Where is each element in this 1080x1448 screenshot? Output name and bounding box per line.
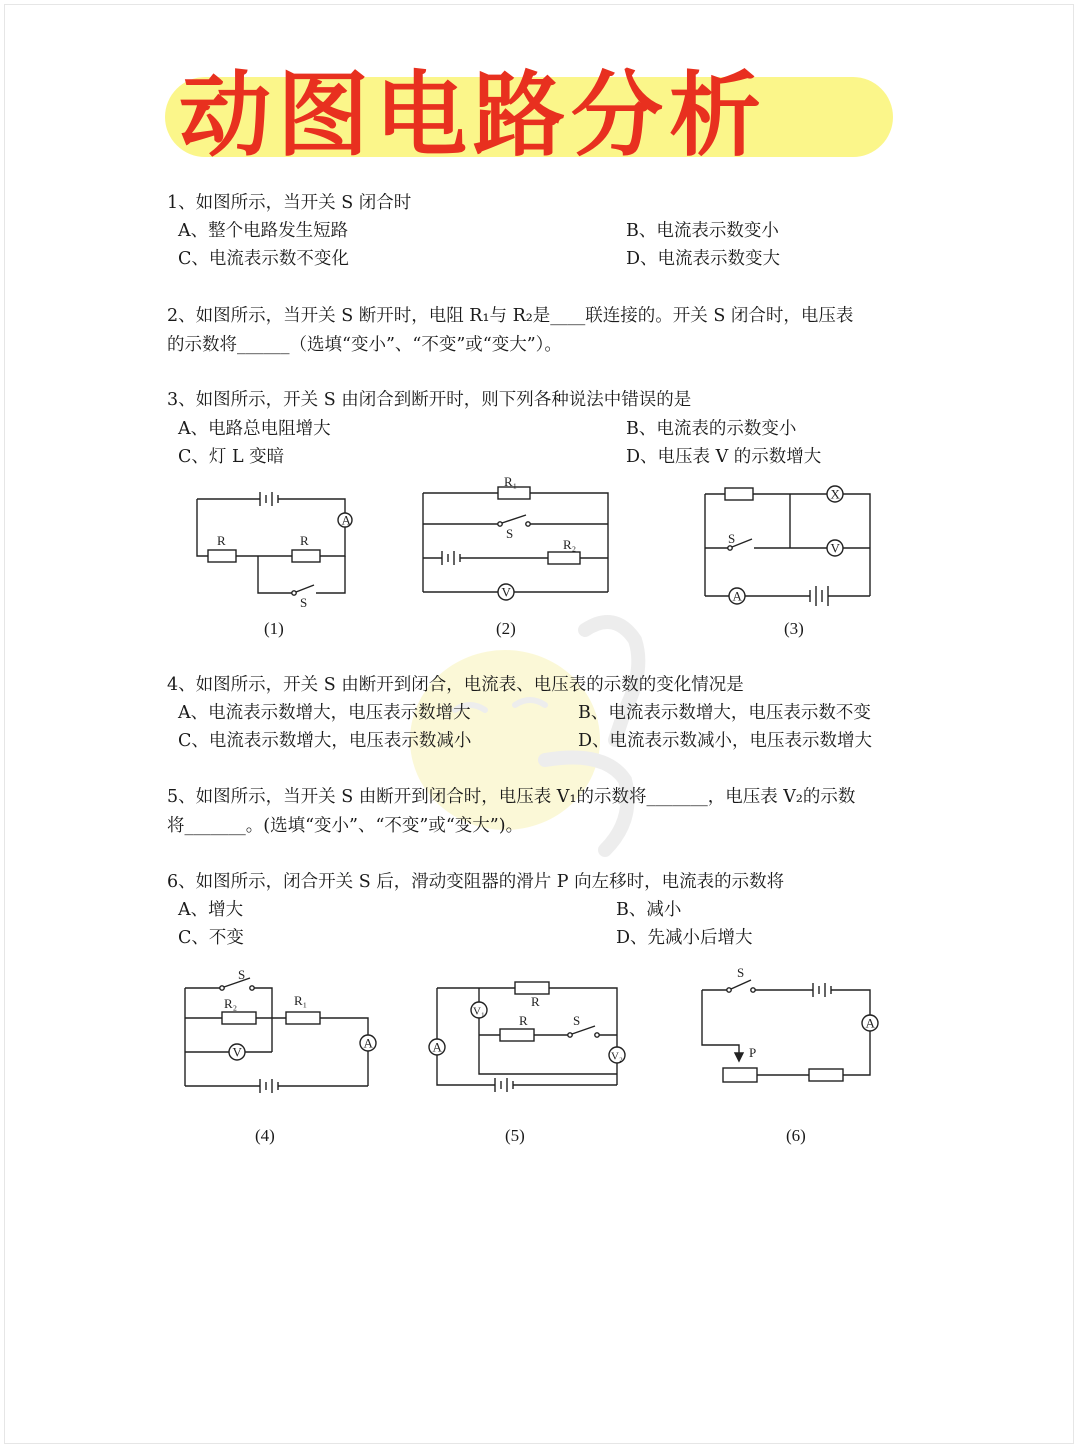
title-banner [165, 55, 895, 170]
q2-line1: 2、如图所示，当开关 S 断开时，电阻 R₁与 R₂是____联连接的。开关 S 闭合时，电压表 [167, 306, 854, 326]
fig5-v1-symbol: V₁ [473, 1005, 485, 1018]
fig6-ammeter-symbol: A [865, 1015, 875, 1031]
fig4-voltmeter-symbol: V [232, 1044, 242, 1060]
circuit-figure-2 [418, 476, 618, 606]
ammeter-symbol: A [341, 512, 351, 528]
resistor-icon [548, 552, 580, 564]
resistor-icon [725, 488, 753, 500]
fig4-r2-label: R₂ [224, 996, 238, 1011]
q6-option-b: B、减小 [616, 900, 682, 920]
figure-6-label: (6) [786, 1126, 806, 1145]
figure-3-label: (3) [784, 619, 804, 638]
q1-option-d: D、电流表示数变大 [626, 249, 781, 269]
fig1-switch-label: S [300, 595, 308, 610]
circuit-figure-6 [695, 965, 885, 1095]
q5-line2: 将_______。(选填“变小”、“不变”或“变大”)。 [167, 816, 524, 836]
resistor-icon [515, 982, 549, 994]
rheostat-icon [723, 1068, 757, 1082]
resistor-icon [809, 1069, 843, 1081]
q3-option-a: A、电路总电阻增大 [178, 419, 331, 439]
fig3-ammeter-symbol: A [732, 588, 742, 604]
fig2-switch-label: S [506, 526, 514, 541]
circuit-figure-4 [180, 965, 380, 1095]
fig2-voltmeter-symbol: V [501, 584, 511, 600]
q3-option-b: B、电流表的示数变小 [626, 419, 797, 439]
fig4-switch-label: S [238, 967, 246, 982]
fig6-slider-label: P [749, 1045, 757, 1060]
fig4-ammeter-symbol: A [363, 1035, 373, 1051]
q6-stem: 6、如图所示，闭合开关 S 后，滑动变阻器的滑片 P 向左移时，电流表的示数将 [167, 872, 785, 892]
fig5-r-mid-label: R [519, 1013, 528, 1028]
page-title: 动图电路分析 [179, 62, 768, 169]
resistor-icon [208, 550, 236, 562]
q1-option-c: C、电流表示数不变化 [178, 249, 349, 269]
circuit-figure-1 [190, 485, 360, 610]
q1-stem: 1、如图所示，当开关 S 闭合时 [167, 193, 412, 213]
figure-2-label: (2) [496, 619, 516, 638]
q4-option-d: D、电流表示数减小，电压表示数增大 [578, 731, 873, 751]
fig2-r2-label: R₂ [563, 537, 577, 552]
q1-option-a: A、整个电路发生短路 [178, 221, 349, 241]
q3-option-d: D、电压表 V 的示数增大 [626, 447, 822, 467]
q6-option-d: D、先减小后增大 [616, 928, 753, 948]
fig3-lamp-symbol: X [830, 486, 840, 502]
fig5-ammeter-symbol: A [432, 1039, 442, 1055]
q4-option-c: C、电流表示数增大，电压表示数减小 [178, 731, 472, 751]
figure-5-label: (5) [505, 1126, 525, 1145]
resistor-icon [222, 1012, 256, 1024]
circuit-figure-5 [425, 975, 635, 1095]
fig1-r-left-label: R [217, 533, 226, 548]
q4-option-a: A、电流表示数增大，电压表示数增大 [178, 703, 471, 723]
q4-stem: 4、如图所示，开关 S 由断开到闭合，电流表、电压表的示数的变化情况是 [167, 675, 744, 695]
q6-option-a: A、增大 [178, 900, 244, 920]
fig4-r1-label: R₁ [294, 993, 308, 1008]
q3-stem: 3、如图所示，开关 S 由闭合到断开时，则下列各种说法中错误的是 [167, 390, 692, 410]
resistor-icon [500, 1029, 534, 1041]
q6-option-c: C、不变 [178, 928, 244, 948]
fig3-voltmeter-symbol: V [830, 540, 840, 556]
fig3-switch-label: S [728, 531, 736, 546]
fig5-v2-symbol: V₂ [611, 1050, 623, 1063]
q3-option-c: C、灯 L 变暗 [178, 447, 285, 467]
q5-line1: 5、如图所示，当开关 S 由断开到闭合时，电压表 V₁的示数将_______，电压表 V₂的示数 [167, 787, 856, 807]
resistor-icon [286, 1012, 320, 1024]
fig6-switch-label: S [737, 965, 745, 980]
q1-option-b: B、电流表示数变小 [626, 221, 779, 241]
fig5-r-top-label: R [531, 994, 540, 1009]
circuit-figure-3 [700, 480, 880, 610]
q4-option-b: B、电流表示数增大，电压表示数不变 [578, 703, 871, 723]
fig2-r1-label: R₁ [504, 474, 518, 489]
fig1-r-right-label: R [300, 533, 309, 548]
figure-1-label: (1) [264, 619, 284, 638]
resistor-icon [292, 550, 320, 562]
q2-line2: 的示数将______（选填“变小”、“不变”或“变大”）。 [167, 335, 562, 355]
fig5-switch-label: S [573, 1013, 581, 1028]
figure-4-label: (4) [255, 1126, 275, 1145]
